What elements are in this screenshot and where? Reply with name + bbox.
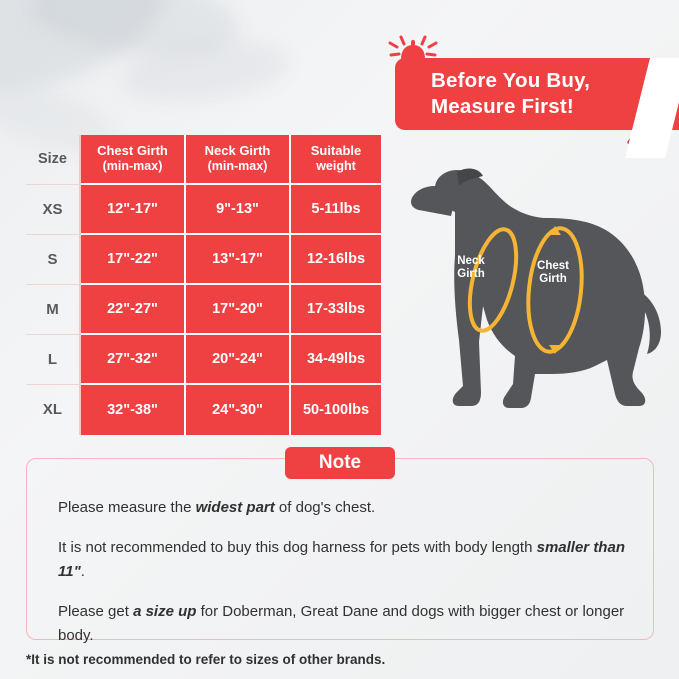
- header-chest-girth-title: Chest Girth: [97, 143, 168, 159]
- row-chest: 17"-22": [81, 235, 186, 285]
- note-paragraph-emphasis: smaller than 11": [58, 539, 625, 580]
- row-neck: 17"-20": [186, 285, 291, 335]
- dog-silhouette-icon: [395, 160, 670, 425]
- note-paragraph: [58, 496, 633, 520]
- note-paragraph-emphasis: a size up: [133, 603, 197, 620]
- header-chest-girth-sub: (min-max): [102, 159, 163, 174]
- row-size: S: [26, 235, 81, 285]
- size-table: [26, 135, 381, 435]
- neck-girth-label: [447, 255, 495, 281]
- table-row: [26, 335, 381, 385]
- neck-girth-label-line2: Girth: [457, 268, 485, 280]
- banner-line-2: Measure First!: [431, 95, 574, 118]
- row-weight: 50-100lbs: [291, 385, 381, 435]
- note-paragraph-pre: Please get: [58, 603, 134, 620]
- dog-measurement-diagram: [395, 160, 670, 425]
- header-suitable-weight-sub: weight: [316, 159, 356, 174]
- background-leaf-shadow: [117, 31, 292, 108]
- table-row: [26, 185, 381, 235]
- header-neck-girth-sub: (min-max): [207, 159, 268, 174]
- note-title: Note: [285, 447, 395, 479]
- row-chest: 32"-38": [81, 385, 186, 435]
- row-chest: 27"-32": [81, 335, 186, 385]
- row-neck: 13"-17": [186, 235, 291, 285]
- header-neck-girth: [186, 135, 291, 185]
- row-neck: 20"-24": [186, 335, 291, 385]
- background-leaf-shadow: [0, 0, 183, 113]
- chest-girth-label-line1: Chest: [537, 260, 569, 272]
- note-paragraph: [58, 600, 633, 648]
- header-suitable-weight-title: Suitable: [310, 143, 362, 159]
- row-size: XS: [26, 185, 81, 235]
- table-header-row: [26, 135, 381, 185]
- header-neck-girth-title: Neck Girth: [204, 143, 271, 159]
- row-neck: 24"-30": [186, 385, 291, 435]
- row-weight: 34-49lbs: [291, 335, 381, 385]
- row-neck: 9"-13": [186, 185, 291, 235]
- note-paragraph-pre: It is not recommended to buy this dog harness for pets with body length: [58, 539, 537, 556]
- chest-girth-label: [528, 260, 578, 286]
- header-chest-girth: [81, 135, 186, 185]
- note-paragraph-post: .: [80, 563, 85, 580]
- row-size: XL: [26, 385, 81, 435]
- header-suitable-weight: [291, 135, 381, 185]
- banner-line-1: Before You Buy,: [431, 69, 591, 92]
- note-paragraph-pre: Please measure the: [58, 499, 196, 516]
- table-row: [26, 285, 381, 335]
- row-size: L: [26, 335, 81, 385]
- neck-girth-label-line1: Neck: [457, 255, 485, 267]
- footnote: *It is not recommended to refer to sizes of other brands.: [26, 652, 386, 667]
- note-paragraph-emphasis: widest part: [195, 499, 275, 516]
- row-chest: 12"-17": [81, 185, 186, 235]
- row-weight: 5-11lbs: [291, 185, 381, 235]
- header-size: Size: [26, 135, 81, 185]
- table-row: [26, 385, 381, 435]
- row-weight: 12-16lbs: [291, 235, 381, 285]
- note-content: [58, 496, 633, 664]
- row-size: M: [26, 285, 81, 335]
- note-paragraph-post: of dog's chest.: [274, 499, 376, 516]
- row-weight: 17-33lbs: [291, 285, 381, 335]
- chest-girth-label-line2: Girth: [539, 273, 567, 285]
- note-paragraph-post: for Doberman, Great Dane and dogs with bigger chest or longer body.: [58, 603, 625, 644]
- background-leaf-shadow: [24, 0, 246, 76]
- row-chest: 22"-27": [81, 285, 186, 335]
- headline-banner: [395, 58, 679, 130]
- table-row: [26, 235, 381, 285]
- note-paragraph: [58, 536, 633, 584]
